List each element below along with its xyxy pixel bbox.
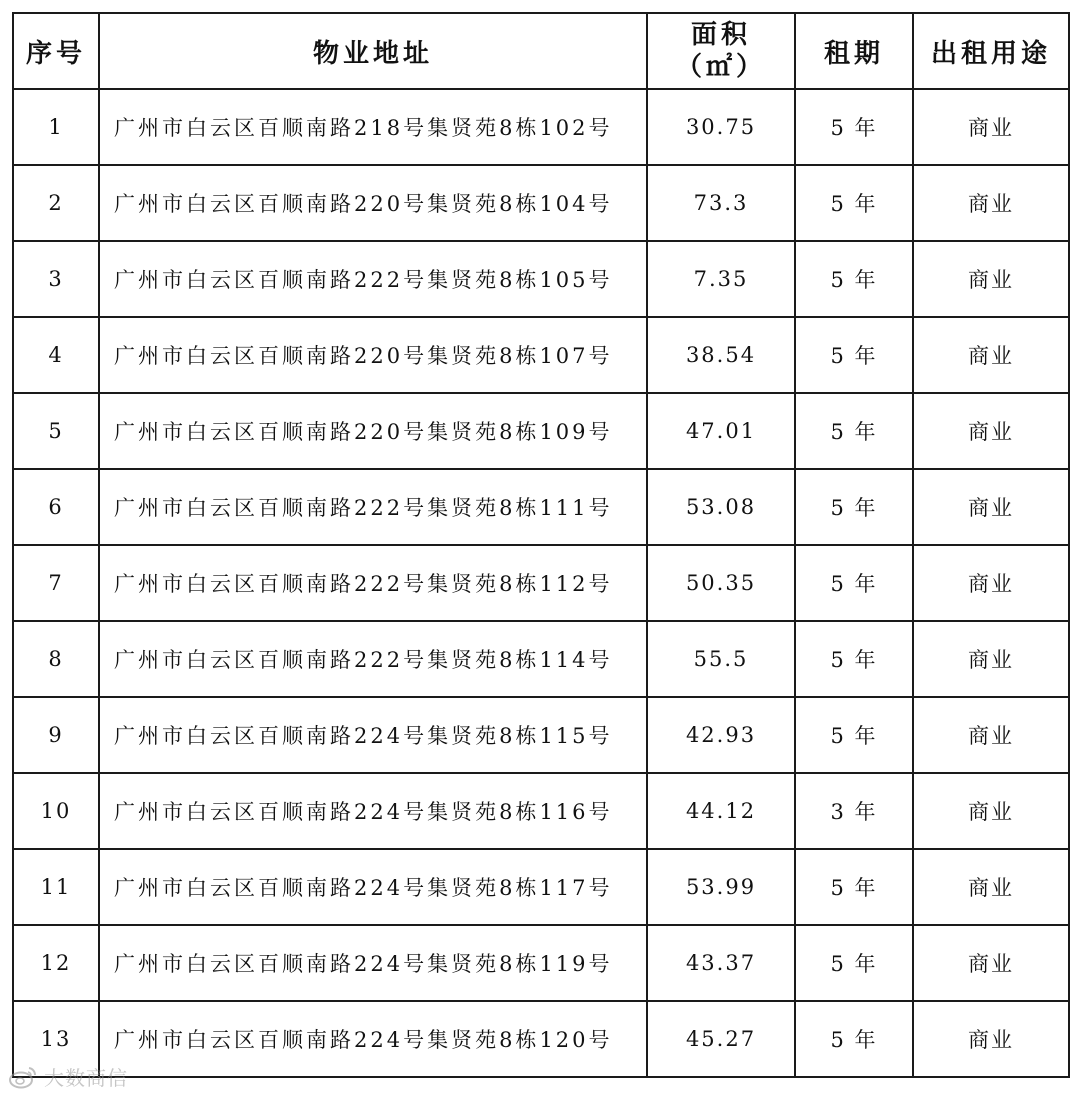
table-row: [13, 925, 1069, 1001]
table-row: [13, 1001, 1069, 1077]
cell-term: 5 年: [795, 165, 913, 241]
weibo-logo-icon: [8, 1065, 38, 1089]
cell-no: 3: [13, 241, 99, 317]
cell-address: 广州市白云区百顺南路222号集贤苑8栋112号: [99, 545, 647, 621]
cell-area: 43.37: [647, 925, 795, 1001]
cell-address: 广州市白云区百顺南路224号集贤苑8栋117号: [99, 849, 647, 925]
header-term: 租期: [795, 13, 913, 89]
cell-address: 广州市白云区百顺南路222号集贤苑8栋105号: [99, 241, 647, 317]
cell-term: 5 年: [795, 849, 913, 925]
cell-term: 5 年: [795, 621, 913, 697]
cell-use: 商业: [913, 317, 1069, 393]
cell-term: 5 年: [795, 317, 913, 393]
cell-address: 广州市白云区百顺南路224号集贤苑8栋115号: [99, 697, 647, 773]
cell-area: 30.75: [647, 89, 795, 165]
table-row: [13, 849, 1069, 925]
cell-use: 商业: [913, 1001, 1069, 1077]
table-header-row: [13, 13, 1069, 89]
header-no: 序号: [13, 13, 99, 89]
cell-no: 13: [13, 1001, 99, 1077]
cell-no: 5: [13, 393, 99, 469]
cell-use: 商业: [913, 621, 1069, 697]
cell-area: 55.5: [647, 621, 795, 697]
table-row: [13, 621, 1069, 697]
table-row: [13, 697, 1069, 773]
cell-term: 5 年: [795, 393, 913, 469]
table-body: [13, 89, 1069, 1077]
table-row: [13, 545, 1069, 621]
cell-address: 广州市白云区百顺南路218号集贤苑8栋102号: [99, 89, 647, 165]
cell-address: 广州市白云区百顺南路222号集贤苑8栋114号: [99, 621, 647, 697]
cell-no: 12: [13, 925, 99, 1001]
cell-term: 3 年: [795, 773, 913, 849]
header-area: [647, 13, 795, 89]
cell-area: 73.3: [647, 165, 795, 241]
cell-area: 53.99: [647, 849, 795, 925]
cell-no: 10: [13, 773, 99, 849]
cell-term: 5 年: [795, 545, 913, 621]
cell-area: 45.27: [647, 1001, 795, 1077]
cell-area: 44.12: [647, 773, 795, 849]
cell-use: 商业: [913, 89, 1069, 165]
cell-area: 47.01: [647, 393, 795, 469]
cell-use: 商业: [913, 165, 1069, 241]
cell-area: 42.93: [647, 697, 795, 773]
property-table: [12, 12, 1070, 1078]
watermark-text: 大数商信: [44, 1066, 128, 1090]
header-use: 出租用途: [913, 13, 1069, 89]
cell-no: 11: [13, 849, 99, 925]
cell-use: 商业: [913, 697, 1069, 773]
cell-use: 商业: [913, 925, 1069, 1001]
cell-use: 商业: [913, 241, 1069, 317]
cell-use: 商业: [913, 469, 1069, 545]
watermark: [8, 1062, 128, 1091]
header-area-unit: （㎡）: [675, 52, 766, 82]
table-row: [13, 241, 1069, 317]
cell-no: 4: [13, 317, 99, 393]
cell-use: 商业: [913, 849, 1069, 925]
cell-address: 广州市白云区百顺南路220号集贤苑8栋104号: [99, 165, 647, 241]
cell-use: 商业: [913, 545, 1069, 621]
cell-term: 5 年: [795, 241, 913, 317]
cell-area: 7.35: [647, 241, 795, 317]
cell-use: 商业: [913, 773, 1069, 849]
header-address: 物业地址: [99, 13, 647, 89]
cell-use: 商业: [913, 393, 1069, 469]
cell-area: 50.35: [647, 545, 795, 621]
cell-no: 2: [13, 165, 99, 241]
cell-no: 6: [13, 469, 99, 545]
cell-term: 5 年: [795, 697, 913, 773]
cell-address: 广州市白云区百顺南路222号集贤苑8栋111号: [99, 469, 647, 545]
cell-address: 广州市白云区百顺南路220号集贤苑8栋107号: [99, 317, 647, 393]
cell-address: 广州市白云区百顺南路220号集贤苑8栋109号: [99, 393, 647, 469]
cell-term: 5 年: [795, 925, 913, 1001]
cell-address: 广州市白云区百顺南路224号集贤苑8栋120号: [99, 1001, 647, 1077]
cell-no: 1: [13, 89, 99, 165]
table-row: [13, 165, 1069, 241]
table-row: [13, 89, 1069, 165]
cell-no: 7: [13, 545, 99, 621]
cell-term: 5 年: [795, 469, 913, 545]
table-row: [13, 469, 1069, 545]
cell-area: 53.08: [647, 469, 795, 545]
cell-no: 8: [13, 621, 99, 697]
table-row: [13, 317, 1069, 393]
cell-term: 5 年: [795, 1001, 913, 1077]
cell-area: 38.54: [647, 317, 795, 393]
cell-term: 5 年: [795, 89, 913, 165]
cell-address: 广州市白云区百顺南路224号集贤苑8栋116号: [99, 773, 647, 849]
table-row: [13, 393, 1069, 469]
cell-address: 广州市白云区百顺南路224号集贤苑8栋119号: [99, 925, 647, 1001]
cell-no: 9: [13, 697, 99, 773]
table-row: [13, 773, 1069, 849]
header-area-label: 面积: [690, 20, 751, 50]
